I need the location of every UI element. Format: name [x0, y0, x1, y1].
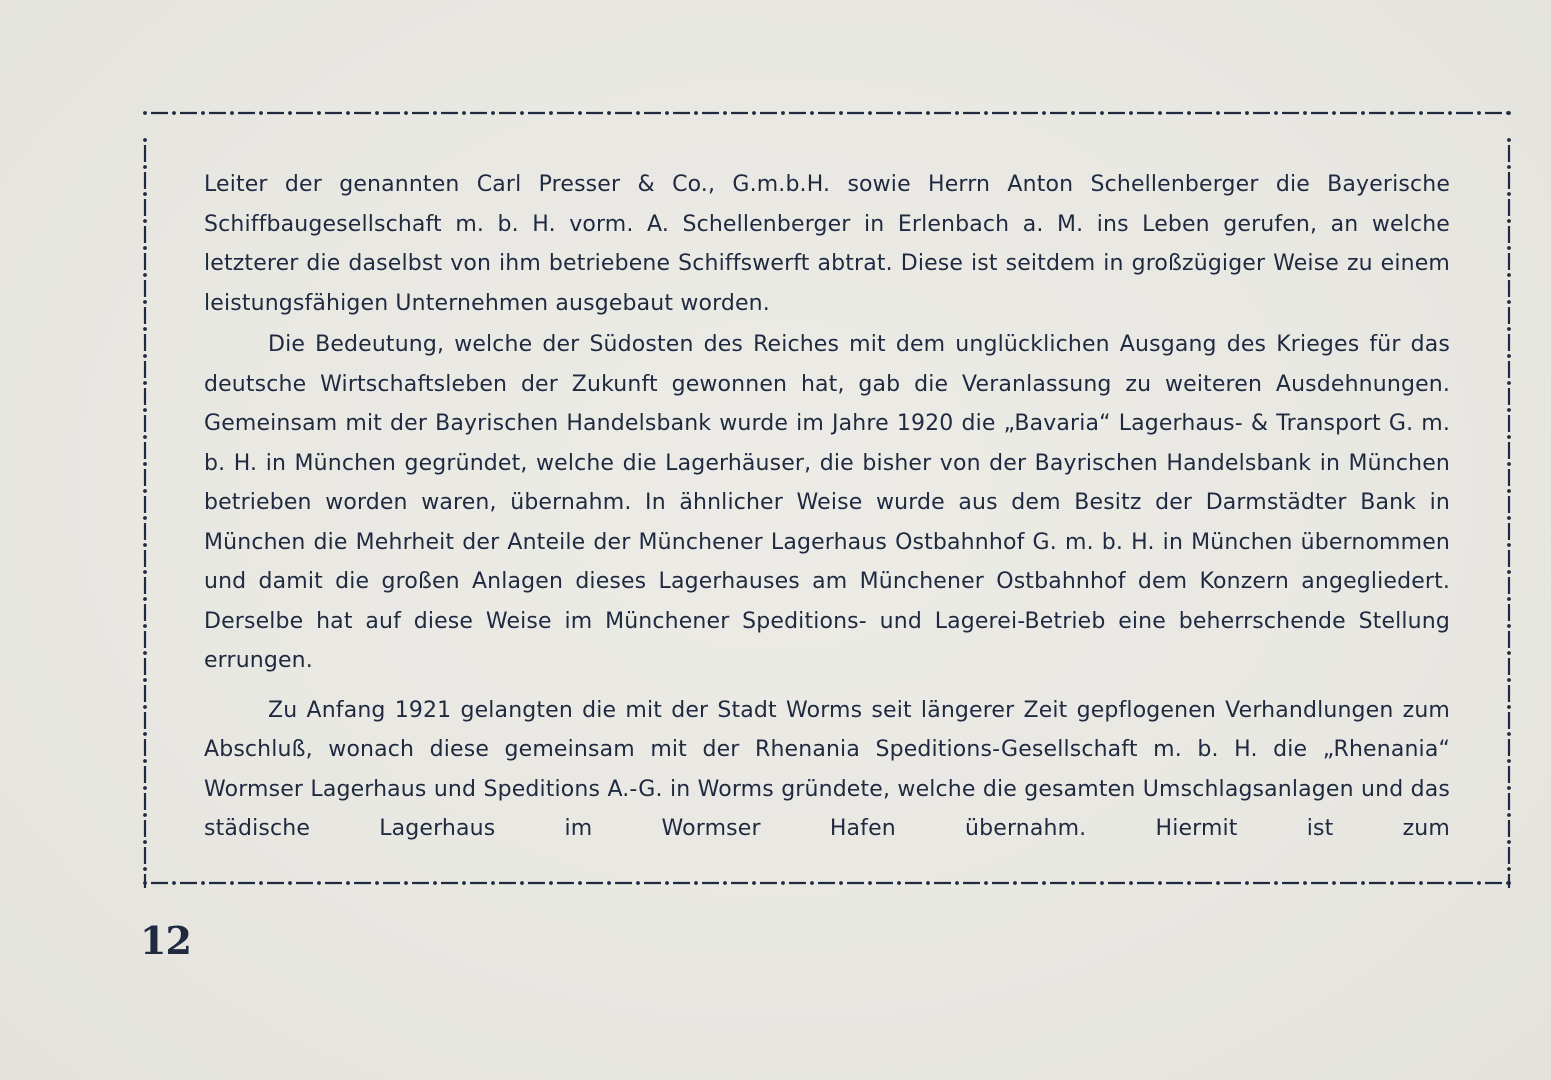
paragraph-1: Leiter der genannten Carl Presser & Co., G.m.b.H. sowie Herrn Anton Schellenberger die Bayerische Schiffbaugesellschaft m. b. H. vorm. A. Schellenberger in Erlenbach a. M. ins Leben gerufen, an welche letzterer die daselbst von ihm betriebene Schiffswerft abtrat. Diese ist seitdem in großzügiger Weise zu einem leistungsfähigen Unternehmen ausgebaut worden. — [204, 172, 1450, 316]
page-number: 12 — [140, 918, 191, 963]
body-text — [204, 165, 1450, 849]
paragraph-3: Zu Anfang 1921 gelangten die mit der Stadt Worms seit längerer Zeit gepflogenen Verhandlungen zum Abschluß, wonach diese gemeinsam mit der Rhenania Speditions-Gesellschaft m. b. H. die „Rhenania“ Wormser Lagerhaus und Speditions A.-G. in Worms gründete, welche die gesamten Umschlagsanlagen und das städische Lagerhaus im Wormser Hafen übernahm. Hiermit ist zum — [204, 697, 1450, 841]
paragraph-2: Die Bedeutung, welche der Südosten des Reiches mit dem unglücklichen Ausgang des Krieges für das deutsche Wirtschaftsleben der Zukunft gewonnen hat, gab die Veranlassung zu weiteren Ausdehnungen. Gemeinsam mit der Bayrischen Handelsbank wurde im Jahre 1920 die „Bavaria“ Lagerhaus- & Transport G. m. b. H. in München gegründet, welche die Lagerhäuser, die bisher von der Bayrischen Handelsbank in München betrieben worden waren, übernahm. In ähnlicher Weise wurde aus dem Besitz der Darmstädter Bank in München die Mehrheit der Anteile der Münchener Lagerhaus Ostbahnhof G. m. b. H. in München übernommen und damit die großen Anlagen dieses Lagerhauses am Münchener Ostbahnhof dem Konzern angegliedert. Derselbe hat auf diese Weise im Münchener Speditions- und Lagerei-Betrieb eine beherrschende Stellung errungen. — [204, 332, 1450, 673]
